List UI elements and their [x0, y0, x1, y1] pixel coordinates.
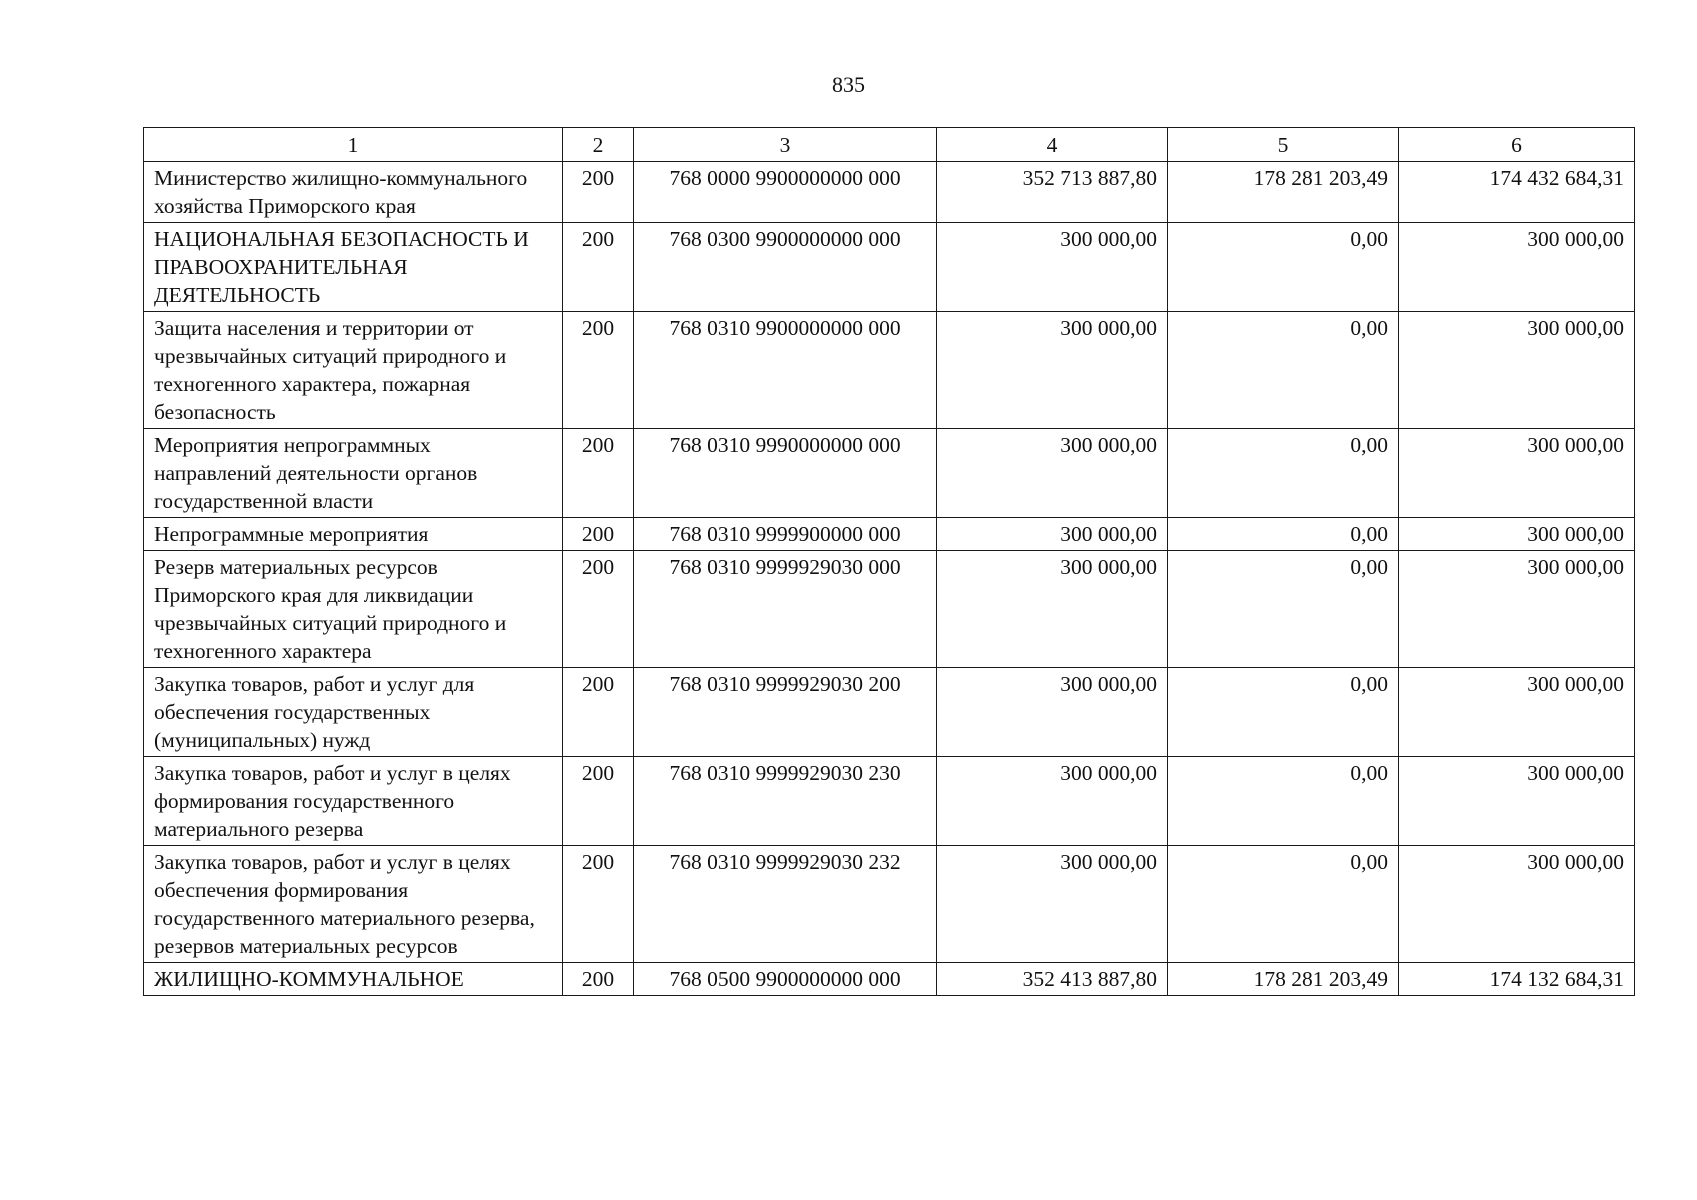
row-col6-cell: 300 000,00 — [1399, 429, 1635, 518]
row-col2-cell: 200 — [563, 846, 634, 963]
row-col5-cell: 178 281 203,49 — [1168, 963, 1399, 996]
row-col2-cell: 200 — [563, 551, 634, 668]
page-number: 835 — [832, 72, 865, 97]
row-col6-cell: 300 000,00 — [1399, 757, 1635, 846]
row-col2-cell: 200 — [563, 757, 634, 846]
row-col5-cell: 0,00 — [1168, 757, 1399, 846]
row-col4-cell: 300 000,00 — [937, 312, 1168, 429]
row-col2-cell: 200 — [563, 162, 634, 223]
row-col5-cell: 178 281 203,49 — [1168, 162, 1399, 223]
row-col2-cell: 200 — [563, 668, 634, 757]
row-col6-cell: 174 432 684,31 — [1399, 162, 1635, 223]
row-col2-cell: 200 — [563, 223, 634, 312]
row-col4-cell: 300 000,00 — [937, 668, 1168, 757]
column-header-5: 5 — [1168, 128, 1399, 162]
table-row — [144, 518, 1635, 551]
row-col4-cell: 300 000,00 — [937, 518, 1168, 551]
row-code-cell: 768 0000 9900000000 000 — [634, 162, 937, 223]
row-name-cell: Закупка товаров, работ и услуг в целях обеспечения формирования государственного материального резерва, резервов материальных ресурсов — [144, 846, 563, 963]
column-header-4: 4 — [937, 128, 1168, 162]
row-col6-cell: 174 132 684,31 — [1399, 963, 1635, 996]
row-name-cell: Защита населения и территории от чрезвычайных ситуаций природного и техногенного характера, пожарная безопасность — [144, 312, 563, 429]
row-col5-cell: 0,00 — [1168, 846, 1399, 963]
table-row — [144, 312, 1635, 429]
table-row — [144, 429, 1635, 518]
row-code-cell: 768 0310 9999929030 230 — [634, 757, 937, 846]
table-row — [144, 551, 1635, 668]
row-col4-cell: 300 000,00 — [937, 551, 1168, 668]
row-code-cell: 768 0310 9990000000 000 — [634, 429, 937, 518]
budget-table — [143, 127, 1635, 996]
table-row — [144, 757, 1635, 846]
row-col4-cell: 300 000,00 — [937, 429, 1168, 518]
row-col6-cell: 300 000,00 — [1399, 846, 1635, 963]
row-name-cell: Непрограммные мероприятия — [144, 518, 563, 551]
row-code-cell: 768 0310 9999929030 232 — [634, 846, 937, 963]
row-col2-cell: 200 — [563, 518, 634, 551]
row-col5-cell: 0,00 — [1168, 668, 1399, 757]
row-col5-cell: 0,00 — [1168, 518, 1399, 551]
row-name-cell: ЖИЛИЩНО-КОММУНАЛЬНОЕ — [144, 963, 563, 996]
row-name-cell: Закупка товаров, работ и услуг в целях формирования государственного материального резерва — [144, 757, 563, 846]
row-col4-cell: 300 000,00 — [937, 223, 1168, 312]
column-header-2: 2 — [563, 128, 634, 162]
table-row — [144, 668, 1635, 757]
row-code-cell: 768 0310 9999929030 000 — [634, 551, 937, 668]
row-col2-cell: 200 — [563, 429, 634, 518]
row-col6-cell: 300 000,00 — [1399, 518, 1635, 551]
row-col4-cell: 300 000,00 — [937, 757, 1168, 846]
table-header-row — [144, 128, 1635, 162]
row-col4-cell: 352 713 887,80 — [937, 162, 1168, 223]
table-row — [144, 162, 1635, 223]
row-name-cell: НАЦИОНАЛЬНАЯ БЕЗОПАСНОСТЬ И ПРАВООХРАНИТЕЛЬНАЯ ДЕЯТЕЛЬНОСТЬ — [144, 223, 563, 312]
row-code-cell: 768 0500 9900000000 000 — [634, 963, 937, 996]
row-col4-cell: 352 413 887,80 — [937, 963, 1168, 996]
column-header-3: 3 — [634, 128, 937, 162]
table-row — [144, 223, 1635, 312]
row-code-cell: 768 0310 9999929030 200 — [634, 668, 937, 757]
row-col5-cell: 0,00 — [1168, 429, 1399, 518]
row-col6-cell: 300 000,00 — [1399, 223, 1635, 312]
row-col6-cell: 300 000,00 — [1399, 668, 1635, 757]
column-header-6: 6 — [1399, 128, 1635, 162]
row-col2-cell: 200 — [563, 312, 634, 429]
row-code-cell: 768 0310 9900000000 000 — [634, 312, 937, 429]
row-col6-cell: 300 000,00 — [1399, 551, 1635, 668]
row-name-cell: Закупка товаров, работ и услуг для обеспечения государственных (муниципальных) нужд — [144, 668, 563, 757]
table-row — [144, 846, 1635, 963]
table-row — [144, 963, 1635, 996]
row-col5-cell: 0,00 — [1168, 223, 1399, 312]
row-name-cell: Резерв материальных ресурсов Приморского края для ликвидации чрезвычайных ситуаций природного и техногенного характера — [144, 551, 563, 668]
row-col4-cell: 300 000,00 — [937, 846, 1168, 963]
column-header-1: 1 — [144, 128, 563, 162]
row-name-cell: Мероприятия непрограммных направлений деятельности органов государственной власти — [144, 429, 563, 518]
row-col6-cell: 300 000,00 — [1399, 312, 1635, 429]
row-col2-cell: 200 — [563, 963, 634, 996]
row-name-cell: Министерство жилищно-коммунального хозяйства Приморского края — [144, 162, 563, 223]
row-code-cell: 768 0300 9900000000 000 — [634, 223, 937, 312]
row-col5-cell: 0,00 — [1168, 551, 1399, 668]
row-code-cell: 768 0310 9999900000 000 — [634, 518, 937, 551]
row-col5-cell: 0,00 — [1168, 312, 1399, 429]
